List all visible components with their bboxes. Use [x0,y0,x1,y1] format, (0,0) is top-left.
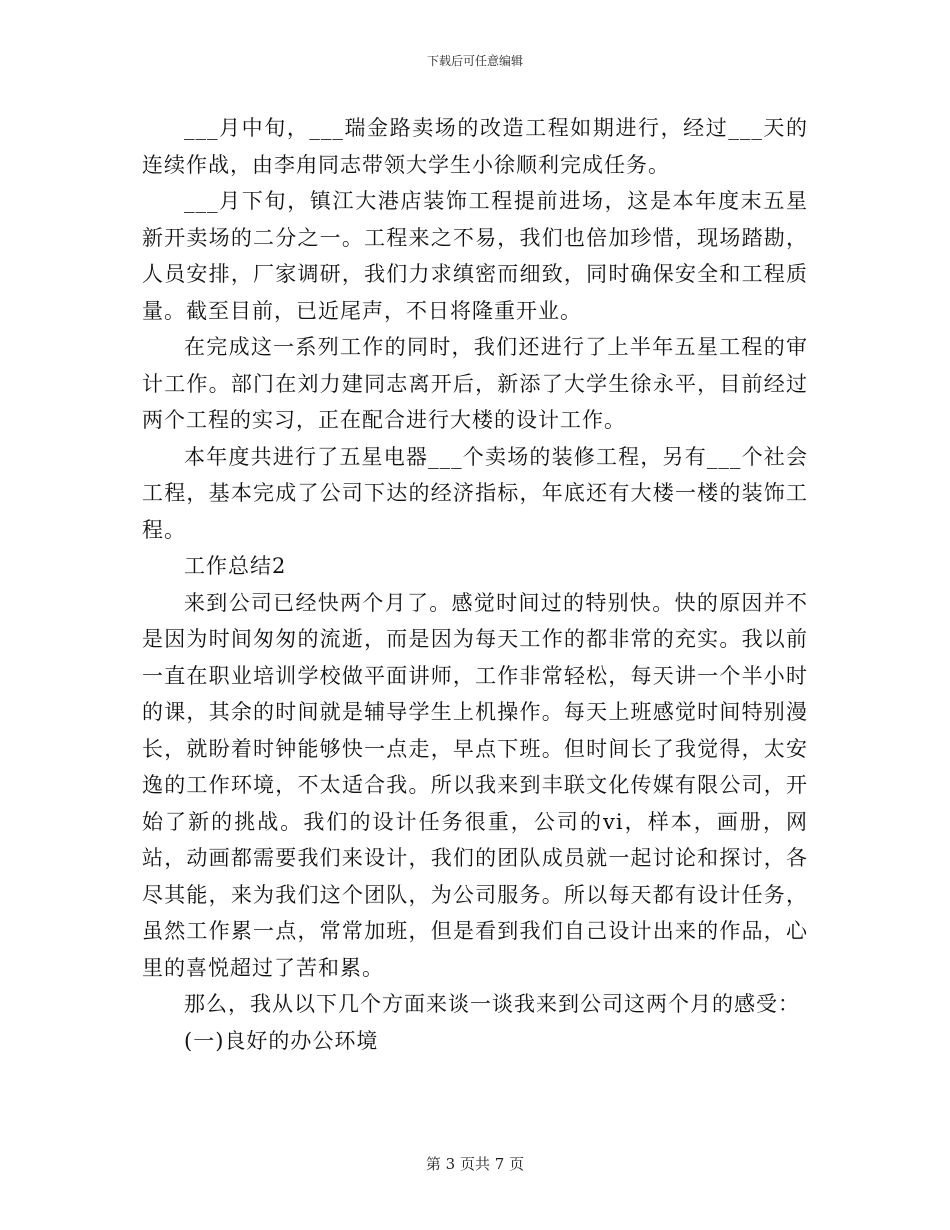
paragraph-mid-month: ___月中旬，___瑞金路卖场的改造工程如期进行，经过___天的连续作战，由李甪同志带领大学生小徐顺利完成任务。 [142,116,808,177]
page-header: 下载后可任意编辑 [426,54,523,68]
paragraph-two-months: 来到公司已经快两个月了。感觉时间过的特别快。快的原因并不是因为时间匆匆的流逝，而是因为每天工作的都非常的充实。我以前一直在职业培训学校做平面讲师，工作非常轻松，每天讲一个半小时的课，其余的时间就是辅导学生上机操作。每天上班感觉时间特别漫长，就盼着时钟能够快一点走，早点下班。但时间长了我觉得，太安逸的工作环境，不太适合我。所以我来到丰联文化传媒有限公司，开始了新的挑战。我们的设计任务很重，公司的vi，样本，画册，网站，动画都需要我们来设计，我们的团队成员就一起讨论和探讨，各尽其能，来为我们这个团队，为公司服务。所以每天都有设计任务，虽然工作累一点，常常加班，但是看到我们自己设计出来的作品，心里的喜悦超过了苦和累。 [142,590,808,980]
document-body [142,110,808,1059]
section-heading-summary-2: 工作总结2 [184,554,287,578]
page-number: 第 3 页共 7 页 [425,1155,525,1173]
paragraph-late-month: ___月下旬，镇江大港店装饰工程提前进场，这是本年度末五星新开卖场的二分之一。工程来之不易，我们也倍加珍惜，现场踏勘，人员安排，厂家调研，我们力求缜密而细致，同时确保安全和工程质量。截至目前，已近尾声，不日将隆重开业。 [142,189,808,323]
paragraph-audit-work: 在完成这一系列工作的同时，我们还进行了上半年五星工程的审计工作。部门在刘力建同志离开后，新添了大学生徐永平，目前经过两个工程的实习，正在配合进行大楼的设计工作。 [142,335,808,432]
paragraph-annual-summary: 本年度共进行了五星电器___个卖场的装修工程，另有___个社会工程，基本完成了公司下达的经济指标，年底还有大楼一楼的装饰工程。 [142,444,808,542]
subheading-office-environment: (一)良好的办公环境 [184,1028,379,1053]
paragraph-intro-feelings: 那么，我从以下几个方面来谈一谈我来到公司这两个月的感受： [184,992,800,1016]
